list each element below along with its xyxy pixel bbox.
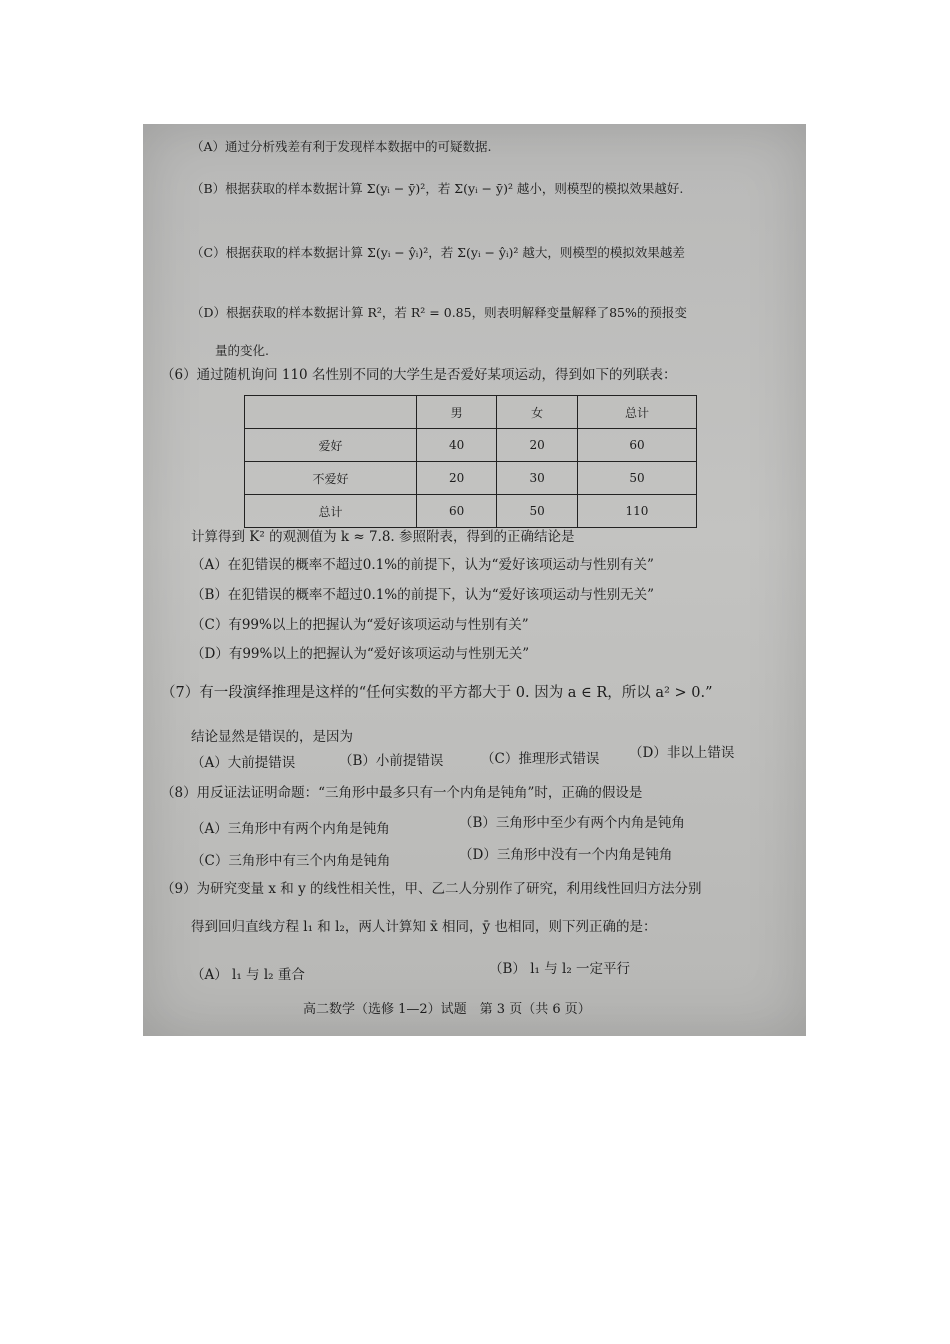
q9-option-a: （A） l₁ 与 l₂ 重合 (191, 967, 305, 983)
table-header-cell (245, 396, 417, 429)
q5-option-a: （A）通过分析残差有利于发现样本数据中的可疑数据. (191, 139, 492, 154)
table-cell: 50 (497, 495, 578, 528)
q6-option-c: （C）有99%以上的把握认为“爱好该项运动与性别有关” (191, 617, 529, 633)
table-cell: 不爱好 (245, 462, 417, 495)
q9-stem: （9）为研究变量 x 和 y 的线性相关性，甲、乙二人分别作了研究，利用线性回归方法分别 (161, 881, 702, 897)
q8-stem: （8）用反证法证明命题：“三角形中最多只有一个内角是钝角”时，正确的假设是 (161, 785, 643, 801)
q7-stem-2: 结论显然是错误的，是因为 (191, 729, 353, 745)
table-cell: 30 (497, 462, 578, 495)
q9-option-b: （B） l₁ 与 l₂ 一定平行 (489, 961, 631, 977)
table-cell: 总计 (245, 495, 417, 528)
table-cell: 50 (577, 462, 696, 495)
q7-option-c: （C）推理形式错误 (481, 751, 600, 767)
table-cell: 60 (416, 495, 497, 528)
table-header-row (245, 396, 697, 429)
table-row (245, 495, 697, 528)
q6-stem: （6）通过随机询问 110 名性别不同的大学生是否爱好某项运动，得到如下的列联表： (161, 367, 677, 383)
q8-option-c: （C）三角形中有三个内角是钝角 (191, 853, 391, 869)
table-header-cell: 总计 (577, 396, 696, 429)
q6-option-b: （B）在犯错误的概率不超过0.1%的前提下，认为“爱好该项运动与性别无关” (191, 587, 655, 603)
page-footer: 高二数学（选修 1—2）试题 第 3 页（共 6 页） (303, 1002, 591, 1017)
table-cell: 110 (577, 495, 696, 528)
q7-option-b: （B）小前提错误 (339, 753, 444, 769)
table-cell: 60 (577, 429, 696, 462)
q5-option-d-line1: （D）根据获取的样本数据计算 R²，若 R² = 0.85，则表明解释变量解释了85%的预报变 (191, 305, 687, 320)
table-cell: 20 (416, 462, 497, 495)
table-header-cell: 男 (416, 396, 497, 429)
q6-option-a: （A）在犯错误的概率不超过0.1%的前提下，认为“爱好该项运动与性别有关” (191, 557, 654, 573)
exam-page-photo (143, 124, 806, 1036)
q5-option-d-line2: 量的变化. (215, 343, 269, 358)
table-cell: 40 (416, 429, 497, 462)
q9-stem-2: 得到回归直线方程 l₁ 和 l₂，两人计算知 x̄ 相同，ȳ 也相同，则下列正确的是： (191, 919, 657, 935)
q8-option-a: （A）三角形中有两个内角是钝角 (191, 821, 390, 837)
q5-option-c: （C）根据获取的样本数据计算 Σ(yᵢ − ŷᵢ)²，若 Σ(yᵢ − ŷᵢ)² 越大，则模型的模拟效果越差 (191, 245, 685, 260)
contingency-table (244, 395, 697, 528)
q8-option-b: （B）三角形中至少有两个内角是钝角 (459, 815, 685, 831)
table-row (245, 429, 697, 462)
table-cell: 爱好 (245, 429, 417, 462)
q7-stem: （7）有一段演绎推理是这样的“任何实数的平方都大于 0. 因为 a ∈ R，所以 a² > 0.” (161, 685, 713, 701)
table-row (245, 462, 697, 495)
q6-stem-2: 计算得到 K² 的观测值为 k ≈ 7.8. 参照附表，得到的正确结论是 (191, 529, 575, 545)
table-header-cell: 女 (497, 396, 578, 429)
q7-option-d: （D）非以上错误 (629, 745, 735, 761)
q8-option-d: （D）三角形中没有一个内角是钝角 (459, 847, 673, 863)
table-cell: 20 (497, 429, 578, 462)
q5-option-b: （B）根据获取的样本数据计算 Σ(yᵢ − ȳ)²，若 Σ(yᵢ − ȳ)² 越小，则模型的模拟效果越好. (191, 181, 684, 196)
q6-option-d: （D）有99%以上的把握认为“爱好该项运动与性别无关” (191, 646, 530, 662)
q7-option-a: （A）大前提错误 (191, 755, 296, 771)
